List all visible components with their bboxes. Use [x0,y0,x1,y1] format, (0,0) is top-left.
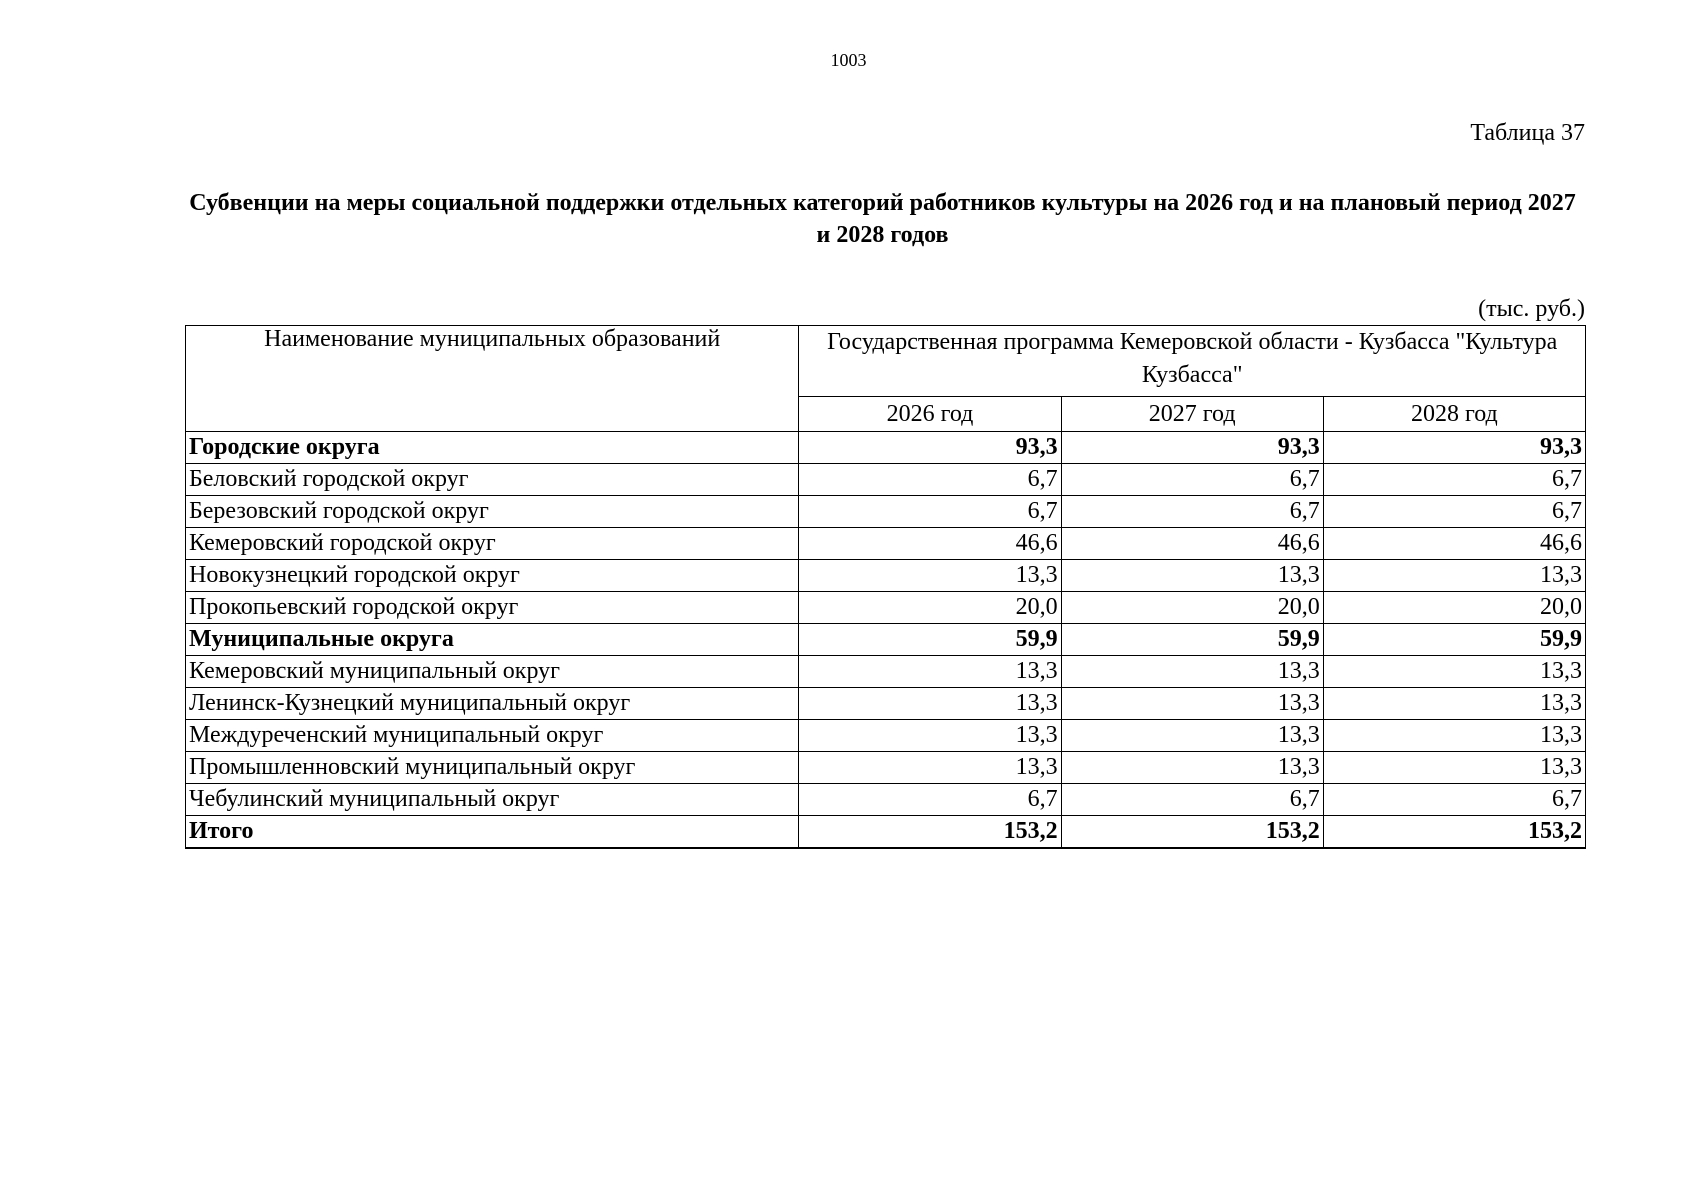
row-value-year-2027: 59,9 [1061,624,1323,656]
row-value-year-2027: 13,3 [1061,720,1323,752]
row-municipality-name: Муниципальные округа [186,624,799,656]
row-value-year-2028: 13,3 [1323,752,1585,784]
row-value-year-2027: 46,6 [1061,528,1323,560]
table-row [186,816,1586,849]
row-municipality-name: Березовский городской округ [186,496,799,528]
row-value-year-2027: 13,3 [1061,656,1323,688]
table-row [186,464,1586,496]
row-value-year-2027: 13,3 [1061,560,1323,592]
row-value-year-2027: 20,0 [1061,592,1323,624]
table-header-row [186,326,1586,397]
row-value-year-2028: 6,7 [1323,784,1585,816]
row-value-year-2026: 93,3 [799,432,1061,464]
row-value-year-2026: 13,3 [799,560,1061,592]
row-municipality-name: Кемеровский муниципальный округ [186,656,799,688]
row-value-year-2027: 153,2 [1061,816,1323,849]
row-value-year-2028: 6,7 [1323,496,1585,528]
table-row [186,560,1586,592]
header-municipality-name: Наименование муниципальных образований [186,326,799,432]
table-row [186,688,1586,720]
table-row [186,752,1586,784]
row-value-year-2026: 13,3 [799,720,1061,752]
subsidies-table [185,325,1586,849]
row-municipality-name: Городские округа [186,432,799,464]
row-value-year-2028: 59,9 [1323,624,1585,656]
row-municipality-name: Чебулинский муниципальный округ [186,784,799,816]
row-value-year-2026: 6,7 [799,784,1061,816]
row-municipality-name: Прокопьевский городской округ [186,592,799,624]
document-title: Субвенции на меры социальной поддержки отдельных категорий работников культуры на 2026 год и на плановый период 2027 и 2028 годов [189,190,1576,248]
table-row [186,624,1586,656]
row-municipality-name: Промышленновский муниципальный округ [186,752,799,784]
row-value-year-2026: 46,6 [799,528,1061,560]
row-municipality-name: Междуреченский муниципальный округ [186,720,799,752]
row-value-year-2026: 59,9 [799,624,1061,656]
header-year-2027: 2027 год [1061,397,1323,432]
row-value-year-2026: 13,3 [799,688,1061,720]
table-row [186,656,1586,688]
header-year-2028: 2028 год [1323,397,1585,432]
row-municipality-name: Новокузнецкий городской округ [186,560,799,592]
row-value-year-2028: 6,7 [1323,464,1585,496]
row-municipality-name: Беловский городской округ [186,464,799,496]
row-value-year-2026: 13,3 [799,752,1061,784]
row-value-year-2028: 46,6 [1323,528,1585,560]
row-municipality-name: Ленинск-Кузнецкий муниципальный округ [186,688,799,720]
row-value-year-2027: 6,7 [1061,496,1323,528]
table-body [186,432,1586,849]
row-municipality-name: Кемеровский городской округ [186,528,799,560]
row-value-year-2026: 6,7 [799,496,1061,528]
row-value-year-2026: 13,3 [799,656,1061,688]
row-value-year-2027: 6,7 [1061,784,1323,816]
row-value-year-2028: 13,3 [1323,688,1585,720]
row-value-year-2026: 20,0 [799,592,1061,624]
table-row [186,528,1586,560]
row-value-year-2026: 6,7 [799,464,1061,496]
row-value-year-2026: 153,2 [799,816,1061,849]
table-row [186,784,1586,816]
table-row [186,720,1586,752]
row-value-year-2028: 93,3 [1323,432,1585,464]
row-value-year-2027: 13,3 [1061,752,1323,784]
header-program: Государственная программа Кемеровской области - Кузбасса "Культура Кузбасса" [799,326,1586,397]
table-label: Таблица 37 [1470,120,1585,146]
row-value-year-2028: 13,3 [1323,720,1585,752]
row-value-year-2027: 93,3 [1061,432,1323,464]
table-row [186,592,1586,624]
row-value-year-2028: 13,3 [1323,560,1585,592]
table-row [186,432,1586,464]
header-year-2026: 2026 год [799,397,1061,432]
row-value-year-2028: 153,2 [1323,816,1585,849]
row-value-year-2028: 20,0 [1323,592,1585,624]
page-number: 1003 [830,50,867,70]
row-value-year-2027: 13,3 [1061,688,1323,720]
row-value-year-2028: 13,3 [1323,656,1585,688]
units-label: (тыс. руб.) [1478,296,1585,322]
table-row [186,496,1586,528]
row-value-year-2027: 6,7 [1061,464,1323,496]
row-municipality-name: Итого [186,816,799,849]
